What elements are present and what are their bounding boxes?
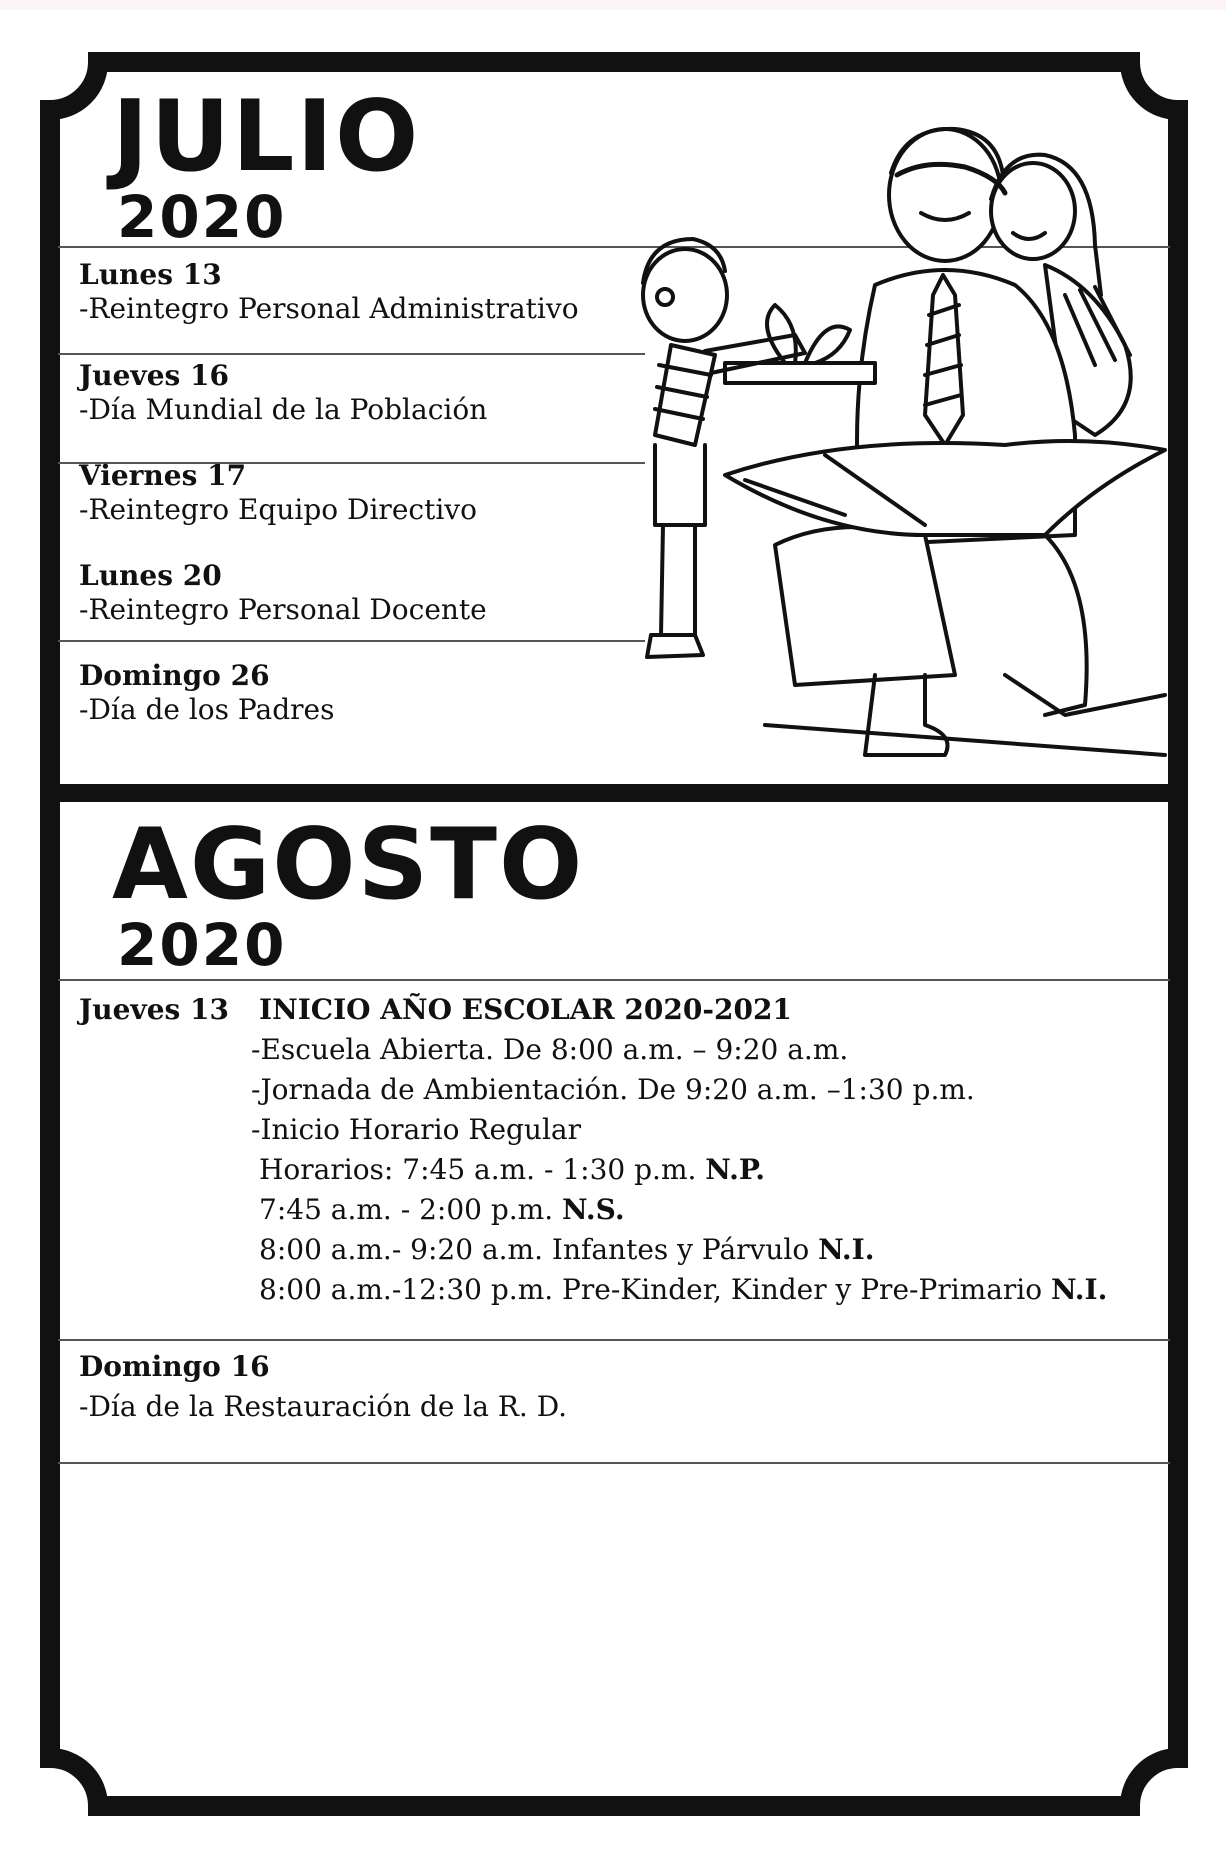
schedule-text: 8:00 a.m.-12:30 p.m. Pre-Kinder, Kinder y Pre-Primario xyxy=(259,1273,1051,1306)
level-badge: N.I. xyxy=(1051,1273,1108,1306)
schedule-text: 8:00 a.m.- 9:20 a.m. Infantes y Párvulo xyxy=(259,1233,819,1266)
agosto-main-event-title: INICIO AÑO ESCOLAR 2020-2021 xyxy=(259,993,792,1026)
level-badge: N.S. xyxy=(562,1193,625,1226)
julio-event-text: -Reintegro Personal Administrativo xyxy=(79,292,579,325)
julio-event-day: Jueves 16 xyxy=(79,359,229,392)
schedule-text: 7:45 a.m. - 2:00 p.m. xyxy=(259,1193,563,1226)
julio-month-title: JULIO xyxy=(112,80,421,194)
agosto-schedule-line xyxy=(259,1270,1107,1310)
schedule-text: Horarios: 7:45 a.m. - 1:30 p.m. xyxy=(259,1153,706,1186)
agosto-year: 2020 xyxy=(117,911,287,979)
julio-event-text: -Reintegro Personal Docente xyxy=(79,593,487,626)
agosto-schedule-line xyxy=(259,1190,625,1230)
agosto-main-event-line: -Escuela Abierta. De 8:00 a.m. – 9:20 a.m. xyxy=(251,1033,849,1066)
julio-event-text: -Día de los Padres xyxy=(79,693,335,726)
agosto-schedule-line xyxy=(259,1230,875,1270)
julio-event-text: -Reintegro Equipo Directivo xyxy=(79,493,477,526)
julio-event-day: Viernes 17 xyxy=(79,459,247,492)
agosto-event-day: Domingo 16 xyxy=(79,1350,270,1383)
julio-year: 2020 xyxy=(117,183,287,251)
agosto-main-event-line: -Inicio Horario Regular xyxy=(251,1113,581,1146)
julio-event-day: Domingo 26 xyxy=(79,659,270,692)
father-day-gift-icon xyxy=(625,115,1173,785)
agosto-schedule-line xyxy=(259,1150,765,1190)
level-badge: N.I. xyxy=(818,1233,875,1266)
agosto-event-text: -Día de la Restauración de la R. D. xyxy=(79,1390,568,1423)
agosto-main-event-day: Jueves 13 xyxy=(79,993,229,1026)
agosto-main-event-line: -Jornada de Ambientación. De 9:20 a.m. –1:30 p.m. xyxy=(251,1073,975,1106)
level-badge: N.P. xyxy=(705,1153,766,1186)
julio-event-text: -Día Mundial de la Población xyxy=(79,393,488,426)
julio-event-day: Lunes 20 xyxy=(79,559,222,592)
agosto-month-title: AGOSTO xyxy=(112,808,585,922)
julio-event-day: Lunes 13 xyxy=(79,258,222,291)
